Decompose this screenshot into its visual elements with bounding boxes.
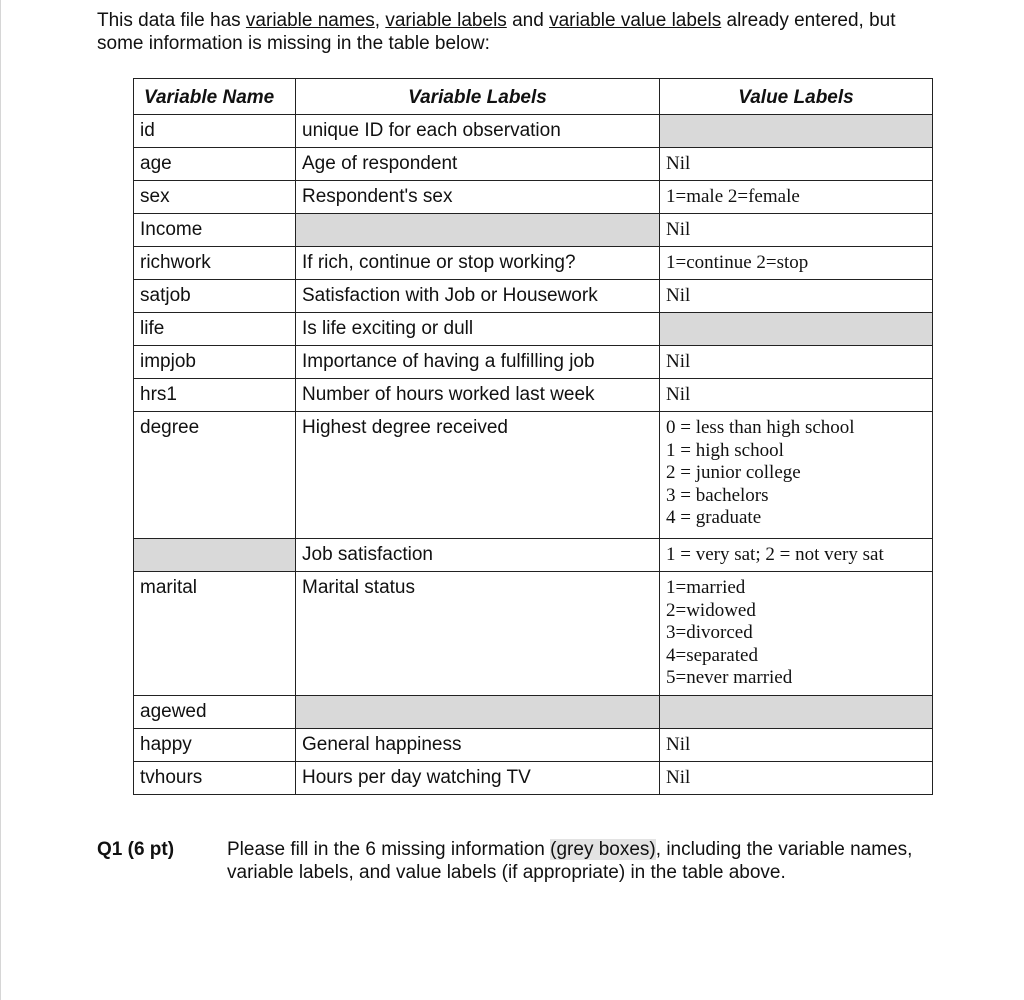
cell-variable-label: Marital status	[296, 572, 660, 696]
cell-variable-name: marital	[134, 572, 296, 696]
value-label-line: 0 = less than high school	[666, 417, 855, 438]
cell-variable-label: Age of respondent	[296, 148, 660, 181]
value-label-line: Nil	[666, 285, 691, 306]
question-text-line-2: variable labels, and value labels (if appropriate) in the table above.	[227, 862, 786, 883]
value-label-line: 3=divorced	[666, 622, 753, 644]
missing-variable-label-cell[interactable]	[296, 696, 660, 729]
missing-value-labels-cell[interactable]	[660, 313, 933, 346]
grey-boxes-highlight: (grey boxes)	[550, 839, 656, 860]
value-label-line: 3 = bachelors	[666, 484, 769, 506]
cell-value-labels	[660, 539, 933, 572]
table-row	[134, 346, 933, 379]
cell-variable-label: General happiness	[296, 729, 660, 762]
value-label-line: 2=widowed	[666, 599, 756, 621]
table-row	[134, 115, 933, 148]
table-row	[134, 247, 933, 280]
intro-paragraph	[97, 9, 997, 55]
intro-text: already entered, but	[721, 10, 896, 31]
intro-text: ,	[374, 10, 386, 31]
value-label-line: Nil	[666, 734, 691, 755]
value-label-line: 1=continue 2=stop	[666, 252, 809, 273]
cell-variable-label: Respondent's sex	[296, 181, 660, 214]
table-row	[134, 379, 933, 412]
value-label-line: Nil	[666, 767, 691, 788]
value-label-line: 1 = high school	[666, 439, 784, 461]
variable-names-term: variable names	[245, 10, 375, 31]
value-label-line: 5=never married	[666, 667, 793, 689]
question-text-part: , including the variable names,	[655, 839, 913, 860]
table-row	[134, 696, 933, 729]
value-label-line: 4 = graduate	[666, 507, 762, 529]
cell-variable-label: Job satisfaction	[296, 539, 660, 572]
missing-value-labels-cell[interactable]	[660, 696, 933, 729]
table-row	[134, 762, 933, 795]
cell-variable-label: Satisfaction with Job or Housework	[296, 280, 660, 313]
cell-variable-name: life	[134, 313, 296, 346]
header-variable-name: Variable Name	[134, 79, 296, 115]
intro-text: This data file has	[97, 10, 246, 31]
table-row	[134, 572, 933, 696]
header-value-labels: Value Labels	[660, 79, 933, 115]
cell-variable-name: agewed	[134, 696, 296, 729]
cell-value-labels	[660, 214, 933, 247]
value-label-line: 2 = junior college	[666, 462, 801, 484]
missing-value-labels-cell[interactable]	[660, 115, 933, 148]
header-variable-labels: Variable Labels	[296, 79, 660, 115]
missing-variable-label-cell[interactable]	[296, 214, 660, 247]
cell-variable-name: sex	[134, 181, 296, 214]
cell-variable-name: hrs1	[134, 379, 296, 412]
cell-variable-label: If rich, continue or stop working?	[296, 247, 660, 280]
value-label-line: Nil	[666, 153, 691, 174]
value-label-line: 1 = very sat; 2 = not very sat	[666, 544, 884, 565]
intro-text-line-2: some information is missing in the table below:	[97, 33, 490, 54]
question-text-part: Please fill in the 6 missing information	[227, 839, 551, 860]
cell-value-labels	[660, 247, 933, 280]
cell-value-labels	[660, 280, 933, 313]
table-row	[134, 729, 933, 762]
value-label-line: Nil	[666, 384, 691, 405]
cell-variable-label: Is life exciting or dull	[296, 313, 660, 346]
cell-variable-label: Number of hours worked last week	[296, 379, 660, 412]
table-row	[134, 280, 933, 313]
table-row	[134, 181, 933, 214]
value-label-line: 1=male 2=female	[666, 186, 800, 207]
value-label-line: Nil	[666, 219, 691, 240]
intro-text: and	[506, 10, 550, 31]
value-label-line: 1=married	[666, 577, 746, 598]
cell-variable-name: satjob	[134, 280, 296, 313]
cell-variable-label: Highest degree received	[296, 412, 660, 539]
question-text	[227, 838, 987, 884]
table-row	[134, 412, 933, 539]
cell-variable-name: Income	[134, 214, 296, 247]
cell-variable-label: Importance of having a fulfilling job	[296, 346, 660, 379]
variable-labels-term: variable labels	[385, 10, 507, 31]
variables-table	[133, 78, 933, 795]
cell-value-labels	[660, 379, 933, 412]
cell-value-labels	[660, 729, 933, 762]
page-left-border	[0, 0, 1, 1000]
cell-variable-name: id	[134, 115, 296, 148]
cell-value-labels	[660, 572, 933, 696]
cell-variable-label: unique ID for each observation	[296, 115, 660, 148]
cell-variable-name: richwork	[134, 247, 296, 280]
variable-value-labels-term: variable value labels	[549, 10, 722, 31]
cell-variable-name: tvhours	[134, 762, 296, 795]
cell-variable-label: Hours per day watching TV	[296, 762, 660, 795]
table-row	[134, 214, 933, 247]
table-row	[134, 539, 933, 572]
cell-value-labels	[660, 148, 933, 181]
table-header-row	[134, 79, 933, 115]
value-label-line: Nil	[666, 351, 691, 372]
cell-variable-name: impjob	[134, 346, 296, 379]
cell-variable-name: age	[134, 148, 296, 181]
cell-value-labels	[660, 346, 933, 379]
missing-variable-name-cell[interactable]	[134, 539, 296, 572]
cell-value-labels	[660, 181, 933, 214]
cell-variable-name: degree	[134, 412, 296, 539]
question-number: Q1 (6 pt)	[97, 839, 175, 860]
value-label-line: 4=separated	[666, 644, 758, 666]
cell-value-labels	[660, 412, 933, 539]
table-row	[134, 148, 933, 181]
table-row	[134, 313, 933, 346]
cell-value-labels	[660, 762, 933, 795]
cell-variable-name: happy	[134, 729, 296, 762]
